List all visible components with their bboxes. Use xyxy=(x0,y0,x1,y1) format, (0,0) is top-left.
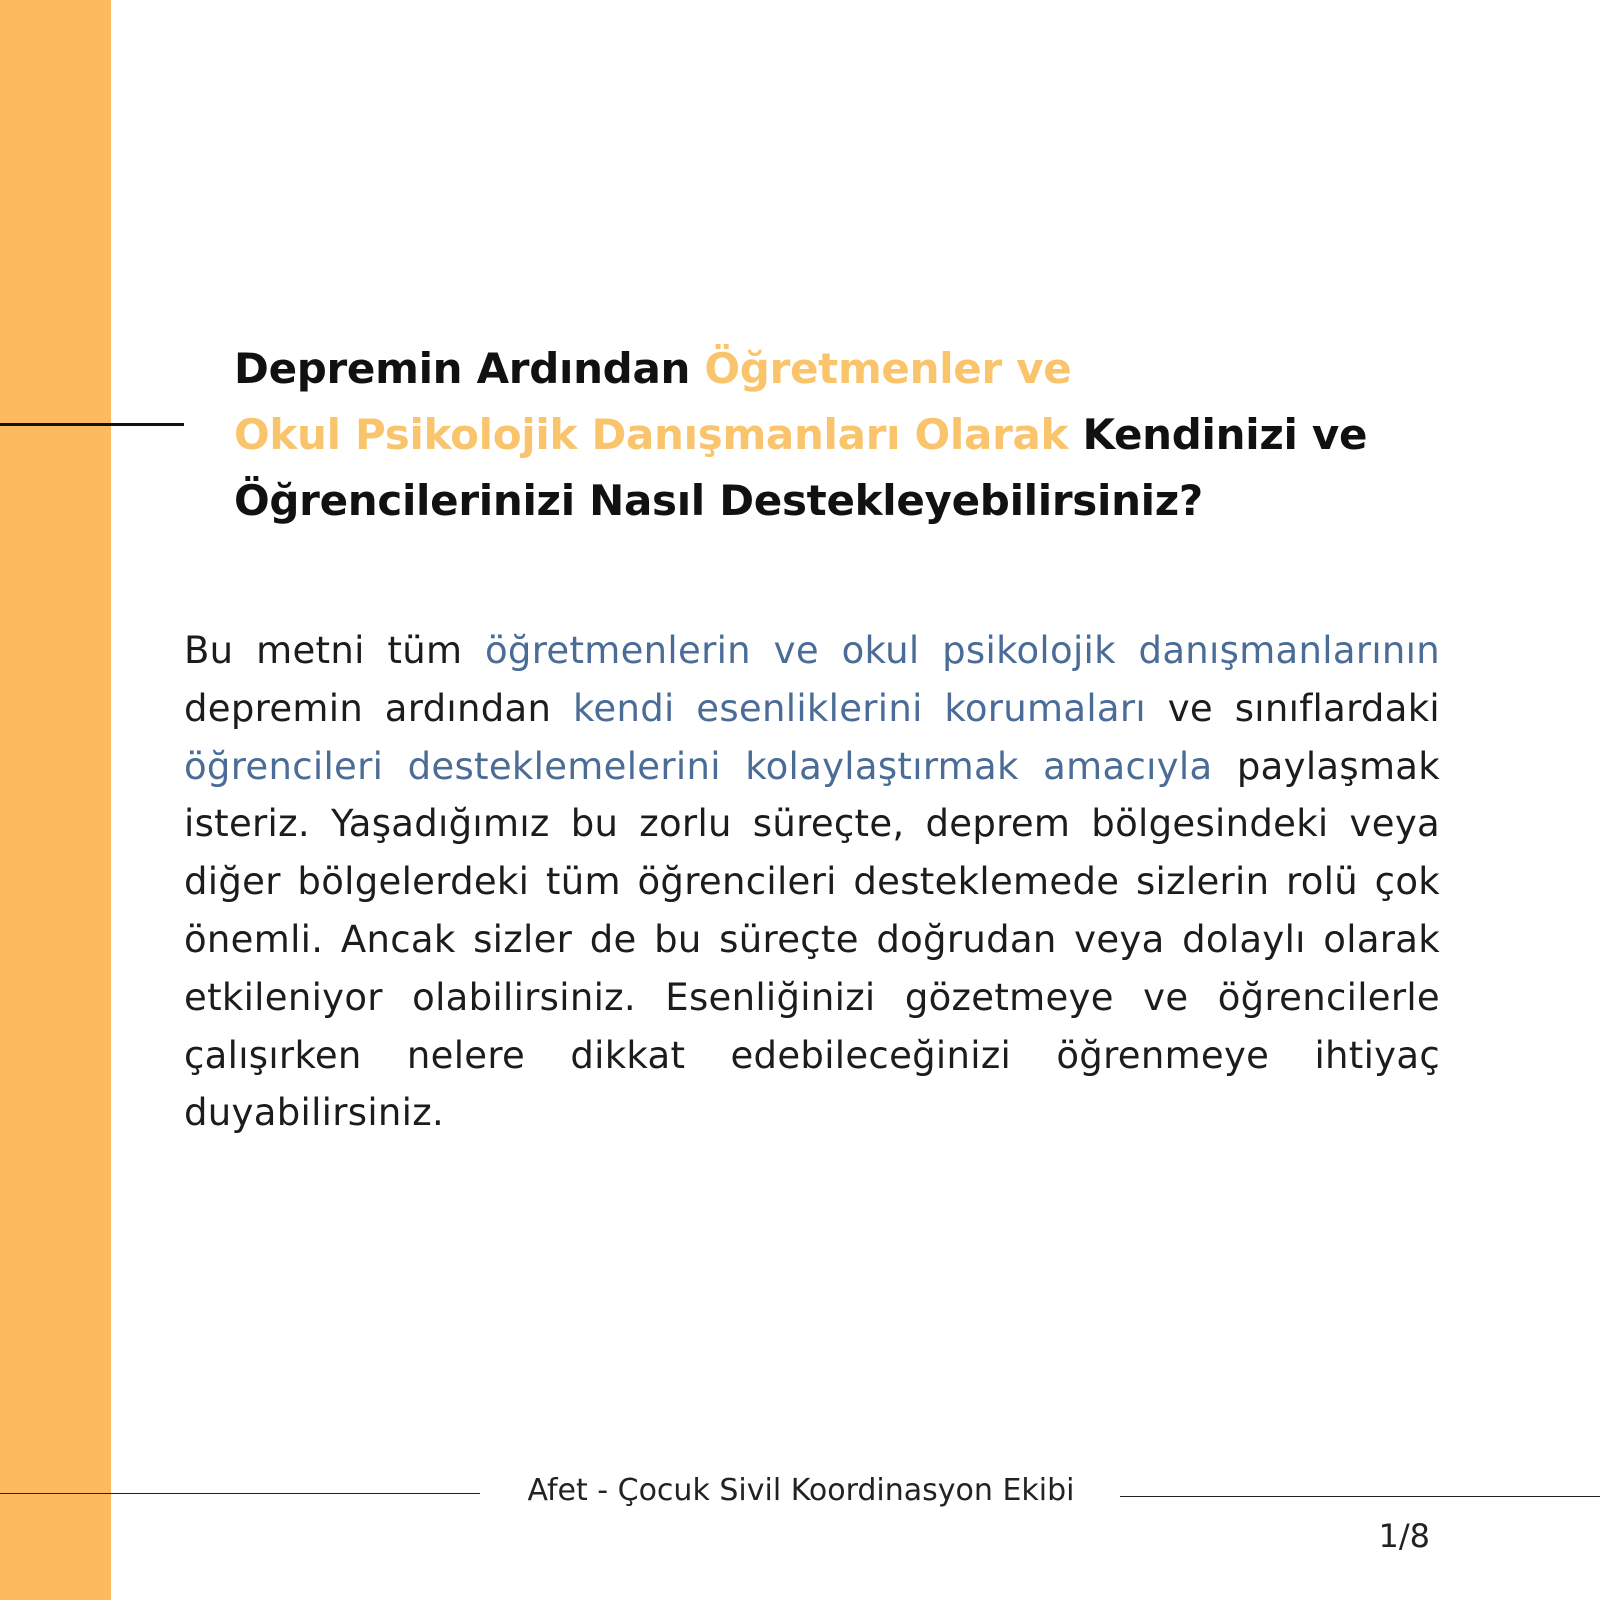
footer-divider-left xyxy=(0,1493,480,1494)
title-highlight: Öğretmenler ve xyxy=(704,344,1072,393)
body-text: Bu metni tüm xyxy=(184,629,485,672)
footer-organization: Afet - Çocuk Sivil Koordinasyon Ekibi xyxy=(527,1473,1075,1508)
title-line-3 xyxy=(234,468,1494,534)
body-highlight: kendi esenliklerini korumaları xyxy=(572,686,1146,730)
body-text: paylaşmak isteriz. Yaşadığımız bu zorlu süreçte, deprem bölgesindeki veya diğer bölgelerdeki tüm öğrencileri desteklemede sizlerin rolü çok önemli. Ancak sizler de bu süreçte doğrudan veya dolaylı olarak etkileniyor olabilirsiniz. Esenliğinizi gözetmeye ve öğrencilerle çalışırken nelere dikkat edebileceğinizi öğrenmeye ihtiyaç duyabilirsiniz. xyxy=(184,744,1440,1135)
body-text: ve sınıflardaki xyxy=(1146,686,1440,730)
title-text: Öğrencilerinizi Nasıl Destekleyebilirsiniz? xyxy=(234,476,1203,525)
title-text: Depremin Ardından xyxy=(234,344,705,393)
page-title xyxy=(234,336,1494,534)
title-divider-line xyxy=(0,423,184,426)
page-number: 1/8 xyxy=(1378,1517,1430,1555)
title-line-2 xyxy=(234,402,1494,468)
title-line-1 xyxy=(234,336,1494,402)
body-highlight: öğretmenlerin ve okul psikolojik danışmanlarının xyxy=(484,629,1440,672)
body-text: depremin ardından xyxy=(184,686,573,730)
footer-divider-right xyxy=(1120,1496,1600,1497)
accent-side-bar xyxy=(0,0,111,1600)
body-paragraph xyxy=(184,622,1440,1142)
title-highlight: Okul Psikolojik Danışmanları Olarak xyxy=(234,410,1069,459)
title-text: Kendinizi ve xyxy=(1068,410,1368,459)
body-highlight: öğrencileri desteklemelerini kolaylaştırmak amacıyla xyxy=(184,744,1213,788)
